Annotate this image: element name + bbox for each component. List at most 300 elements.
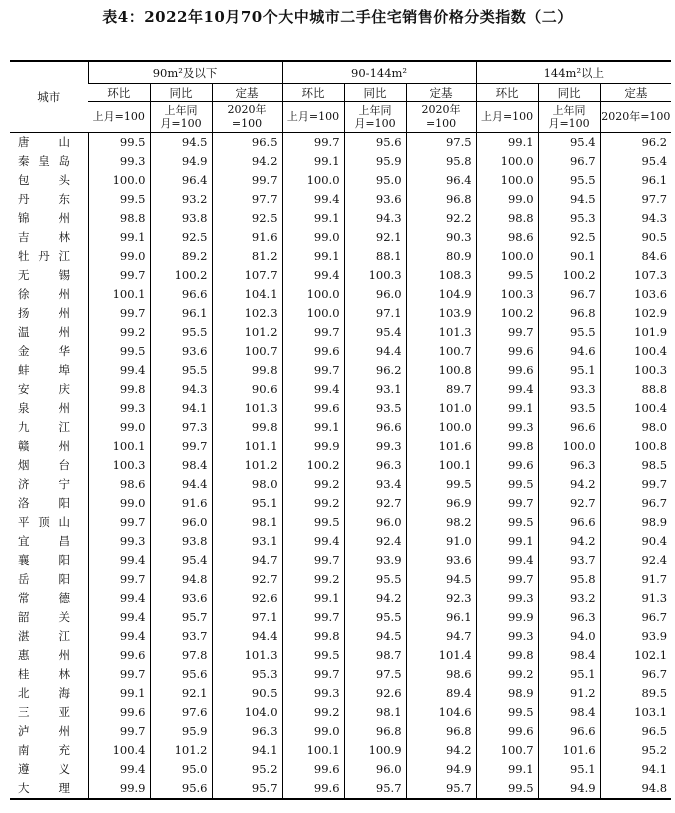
city-cell [10,133,88,153]
city-cell [10,456,88,475]
city-name: 遵义 [18,762,70,776]
value-cell: 99.3 [476,418,538,437]
city-name: 三亚 [18,705,70,719]
value-cell: 99.7 [476,494,538,513]
city-cell [10,760,88,779]
value-cell: 99.0 [476,190,538,209]
value-cell: 99.6 [476,722,538,741]
value-cell: 99.7 [476,570,538,589]
value-cell: 94.0 [538,627,600,646]
value-cell: 99.7 [600,475,671,494]
table-row [10,589,671,608]
value-cell: 92.6 [212,589,282,608]
value-cell: 95.7 [406,779,476,799]
value-cell: 107.3 [600,266,671,285]
value-cell: 101.6 [406,437,476,456]
value-cell: 95.4 [538,133,600,153]
value-cell: 92.1 [150,684,212,703]
value-cell: 99.5 [282,513,344,532]
value-cell: 100.4 [600,399,671,418]
value-cell: 96.7 [600,665,671,684]
value-cell: 100.1 [406,456,476,475]
value-cell: 99.6 [282,779,344,799]
value-cell: 94.5 [538,190,600,209]
city-name: 常德 [18,591,70,605]
value-cell: 100.9 [344,741,406,760]
value-cell: 95.3 [538,209,600,228]
value-cell: 99.8 [282,627,344,646]
table-row [10,152,671,171]
city-cell [10,190,88,209]
city-name: 大理 [18,781,70,795]
city-cell [10,551,88,570]
value-cell: 96.8 [538,304,600,323]
city-name: 温州 [18,325,70,339]
city-name: 秦皇岛 [18,154,70,168]
value-cell: 98.1 [212,513,282,532]
group-header: 144m²以上 [476,61,671,84]
value-cell: 99.7 [88,722,150,741]
city-name: 桂林 [18,667,70,681]
value-cell: 100.0 [282,304,344,323]
value-cell: 95.1 [538,361,600,380]
group-header: 90-144m² [282,61,476,84]
city-name: 洛阳 [18,496,70,510]
value-cell: 100.0 [88,171,150,190]
base-header: 上年同 月=100 [150,102,212,133]
value-cell: 101.9 [600,323,671,342]
value-cell: 96.9 [406,494,476,513]
value-cell: 96.4 [406,171,476,190]
value-cell: 92.2 [406,209,476,228]
value-cell: 94.9 [538,779,600,799]
value-cell: 96.3 [344,456,406,475]
city-cell [10,323,88,342]
value-cell: 101.3 [212,399,282,418]
city-cell [10,266,88,285]
city-cell [10,570,88,589]
value-cell: 99.5 [88,133,150,153]
value-cell: 100.0 [538,437,600,456]
base-header: 上月=100 [476,102,538,133]
value-cell: 99.1 [476,532,538,551]
value-cell: 95.3 [212,665,282,684]
city-name: 九江 [18,420,70,434]
value-cell: 95.4 [344,323,406,342]
city-cell [10,399,88,418]
city-name: 北海 [18,686,70,700]
city-name: 泸州 [18,724,70,738]
city-cell [10,228,88,247]
table-row [10,304,671,323]
value-cell: 93.2 [538,589,600,608]
value-cell: 94.1 [600,760,671,779]
value-cell: 104.1 [212,285,282,304]
value-cell: 99.7 [150,437,212,456]
value-cell: 98.5 [600,456,671,475]
value-cell: 102.1 [600,646,671,665]
value-cell: 95.8 [406,152,476,171]
value-cell: 89.5 [600,684,671,703]
value-cell: 99.7 [476,323,538,342]
sub-header: 同比 [344,84,406,102]
table-row [10,247,671,266]
value-cell: 91.0 [406,532,476,551]
city-name: 无锡 [18,268,70,282]
value-cell: 99.4 [88,551,150,570]
value-cell: 100.7 [212,342,282,361]
value-cell: 99.4 [282,532,344,551]
value-cell: 93.2 [150,190,212,209]
value-cell: 99.5 [282,646,344,665]
value-cell: 99.1 [282,209,344,228]
value-cell: 92.3 [406,589,476,608]
table-row [10,456,671,475]
value-cell: 88.1 [344,247,406,266]
value-cell: 91.7 [600,570,671,589]
value-cell: 99.4 [88,760,150,779]
city-cell [10,627,88,646]
city-name: 岳阳 [18,572,70,586]
city-cell [10,608,88,627]
city-cell [10,437,88,456]
value-cell: 92.7 [538,494,600,513]
value-cell: 99.5 [476,266,538,285]
value-cell: 107.7 [212,266,282,285]
table-row [10,285,671,304]
value-cell: 99.9 [88,779,150,799]
value-cell: 95.6 [344,133,406,153]
value-cell: 99.2 [282,475,344,494]
table-row [10,190,671,209]
city-cell [10,532,88,551]
base-header: 2020年=100 [212,102,282,133]
value-cell: 95.5 [538,171,600,190]
value-cell: 104.0 [212,703,282,722]
value-cell: 100.3 [344,266,406,285]
value-cell: 99.5 [476,513,538,532]
value-cell: 99.6 [476,342,538,361]
city-name: 牡丹江 [18,249,70,263]
value-cell: 96.0 [344,285,406,304]
table-row [10,703,671,722]
value-cell: 98.6 [88,475,150,494]
value-cell: 96.3 [538,608,600,627]
table-row [10,551,671,570]
sub-header: 同比 [150,84,212,102]
value-cell: 100.8 [406,361,476,380]
value-cell: 93.9 [344,551,406,570]
city-name: 平顶山 [18,515,70,529]
value-cell: 99.3 [282,684,344,703]
table-row [10,532,671,551]
value-cell: 94.2 [212,152,282,171]
value-cell: 97.7 [212,190,282,209]
value-cell: 99.7 [88,570,150,589]
value-cell: 99.1 [282,418,344,437]
base-header: 2020年=100 [600,102,671,133]
value-cell: 99.5 [88,342,150,361]
value-cell: 94.3 [150,380,212,399]
value-cell: 99.1 [476,399,538,418]
value-cell: 99.2 [282,570,344,589]
price-index-table [10,60,671,800]
value-cell: 90.4 [600,532,671,551]
value-cell: 99.0 [282,228,344,247]
value-cell: 95.8 [538,570,600,589]
city-cell [10,722,88,741]
value-cell: 95.5 [150,361,212,380]
value-cell: 99.2 [282,703,344,722]
value-cell: 96.6 [538,418,600,437]
value-cell: 96.0 [150,513,212,532]
value-cell: 93.4 [344,475,406,494]
value-cell: 95.2 [600,741,671,760]
value-cell: 99.8 [212,418,282,437]
sub-header: 定基 [212,84,282,102]
value-cell: 91.6 [212,228,282,247]
base-header: 上月=100 [88,102,150,133]
value-cell: 94.7 [212,551,282,570]
value-cell: 99.3 [88,399,150,418]
table-row [10,361,671,380]
value-cell: 103.9 [406,304,476,323]
value-cell: 98.4 [538,703,600,722]
value-cell: 100.7 [406,342,476,361]
value-cell: 96.1 [150,304,212,323]
value-cell: 100.0 [476,152,538,171]
value-cell: 99.5 [406,475,476,494]
value-cell: 99.5 [88,190,150,209]
value-cell: 100.0 [476,171,538,190]
city-name: 吉林 [18,230,70,244]
value-cell: 95.4 [600,152,671,171]
table-row [10,323,671,342]
value-cell: 100.4 [88,741,150,760]
value-cell: 93.8 [150,209,212,228]
value-cell: 99.8 [212,361,282,380]
value-cell: 98.9 [476,684,538,703]
table-row [10,608,671,627]
value-cell: 100.2 [538,266,600,285]
value-cell: 99.1 [282,152,344,171]
value-cell: 99.6 [282,760,344,779]
table-row [10,418,671,437]
value-cell: 100.3 [476,285,538,304]
table-row [10,741,671,760]
value-cell: 101.2 [212,456,282,475]
city-cell [10,646,88,665]
value-cell: 96.7 [538,152,600,171]
value-cell: 99.1 [476,133,538,153]
value-cell: 98.0 [600,418,671,437]
value-cell: 102.3 [212,304,282,323]
value-cell: 94.8 [150,570,212,589]
value-cell: 96.0 [344,760,406,779]
value-cell: 95.0 [150,760,212,779]
value-cell: 97.5 [406,133,476,153]
value-cell: 94.2 [538,532,600,551]
value-cell: 99.1 [282,589,344,608]
value-cell: 100.1 [282,741,344,760]
value-cell: 94.2 [406,741,476,760]
sub-header: 环比 [476,84,538,102]
value-cell: 99.7 [282,665,344,684]
value-cell: 95.9 [344,152,406,171]
value-cell: 98.9 [600,513,671,532]
value-cell: 100.2 [282,456,344,475]
value-cell: 97.7 [600,190,671,209]
base-header: 2020年=100 [406,102,476,133]
value-cell: 92.7 [344,494,406,513]
value-cell: 91.6 [150,494,212,513]
city-cell [10,209,88,228]
value-cell: 99.7 [212,171,282,190]
value-cell: 92.5 [538,228,600,247]
city-name: 金华 [18,344,70,358]
sub-header: 定基 [406,84,476,102]
value-cell: 99.3 [344,437,406,456]
value-cell: 94.3 [600,209,671,228]
city-name: 包头 [18,173,70,187]
value-cell: 95.1 [538,760,600,779]
value-cell: 95.6 [150,665,212,684]
value-cell: 94.5 [406,570,476,589]
city-name: 湛江 [18,629,70,643]
value-cell: 96.3 [212,722,282,741]
value-cell: 90.6 [212,380,282,399]
sub-header: 环比 [282,84,344,102]
value-cell: 100.3 [88,456,150,475]
city-cell [10,361,88,380]
value-cell: 99.4 [282,190,344,209]
value-cell: 99.6 [282,399,344,418]
value-cell: 91.2 [538,684,600,703]
city-cell [10,779,88,799]
value-cell: 94.7 [406,627,476,646]
city-cell [10,171,88,190]
value-cell: 95.5 [344,608,406,627]
table-row [10,513,671,532]
value-cell: 99.7 [88,266,150,285]
value-cell: 98.0 [212,475,282,494]
value-cell: 95.6 [150,779,212,799]
value-cell: 94.1 [150,399,212,418]
value-cell: 98.8 [88,209,150,228]
table-row [10,475,671,494]
city-cell [10,418,88,437]
value-cell: 95.7 [344,779,406,799]
value-cell: 93.8 [150,532,212,551]
city-name: 唐山 [18,135,70,149]
value-cell: 81.2 [212,247,282,266]
value-cell: 100.3 [600,361,671,380]
table-row [10,570,671,589]
city-cell [10,285,88,304]
value-cell: 94.8 [600,779,671,799]
value-cell: 99.4 [88,589,150,608]
value-cell: 94.4 [212,627,282,646]
value-cell: 92.7 [212,570,282,589]
table-row [10,494,671,513]
value-cell: 98.7 [344,646,406,665]
table-row [10,266,671,285]
page-title: 表4：2022年10月70个大中城市二手住宅销售价格分类指数（二） [102,8,573,26]
table-row [10,627,671,646]
value-cell: 100.1 [88,285,150,304]
value-cell: 103.6 [600,285,671,304]
city-name: 锦州 [18,211,70,225]
value-cell: 100.4 [600,342,671,361]
city-name: 襄阳 [18,553,70,567]
value-cell: 96.6 [538,722,600,741]
value-cell: 99.4 [476,551,538,570]
value-cell: 101.0 [406,399,476,418]
table-row [10,437,671,456]
value-cell: 93.1 [212,532,282,551]
value-cell: 101.2 [212,323,282,342]
value-cell: 95.1 [212,494,282,513]
value-cell: 99.6 [476,361,538,380]
value-cell: 97.3 [150,418,212,437]
value-cell: 96.5 [212,133,282,153]
value-cell: 94.2 [344,589,406,608]
value-cell: 97.5 [344,665,406,684]
value-cell: 89.4 [406,684,476,703]
value-cell: 94.3 [344,209,406,228]
value-cell: 96.5 [600,722,671,741]
value-cell: 92.6 [344,684,406,703]
value-cell: 98.8 [476,209,538,228]
value-cell: 94.1 [212,741,282,760]
city-name: 烟台 [18,458,70,472]
value-cell: 93.5 [538,399,600,418]
value-cell: 94.6 [538,342,600,361]
table-row [10,171,671,190]
table-row [10,760,671,779]
city-cell [10,152,88,171]
value-cell: 89.2 [150,247,212,266]
value-cell: 100.0 [282,285,344,304]
value-cell: 93.3 [538,380,600,399]
value-cell: 92.1 [344,228,406,247]
value-cell: 97.1 [212,608,282,627]
value-cell: 100.0 [476,247,538,266]
value-cell: 99.8 [476,437,538,456]
value-cell: 99.2 [282,494,344,513]
base-header: 上年同 月=100 [538,102,600,133]
value-cell: 104.9 [406,285,476,304]
value-cell: 101.2 [150,741,212,760]
table-row [10,342,671,361]
group-header: 90m²及以下 [88,61,282,84]
value-cell: 96.4 [150,171,212,190]
city-name: 泉州 [18,401,70,415]
value-cell: 99.0 [88,494,150,513]
city-name: 赣州 [18,439,70,453]
value-cell: 99.2 [476,665,538,684]
value-cell: 96.0 [344,513,406,532]
value-cell: 93.5 [344,399,406,418]
value-cell: 96.1 [406,608,476,627]
value-cell: 96.7 [600,494,671,513]
value-cell: 99.0 [282,722,344,741]
value-cell: 95.1 [538,665,600,684]
city-cell [10,513,88,532]
value-cell: 93.1 [344,380,406,399]
value-cell: 93.6 [150,342,212,361]
value-cell: 93.7 [150,627,212,646]
